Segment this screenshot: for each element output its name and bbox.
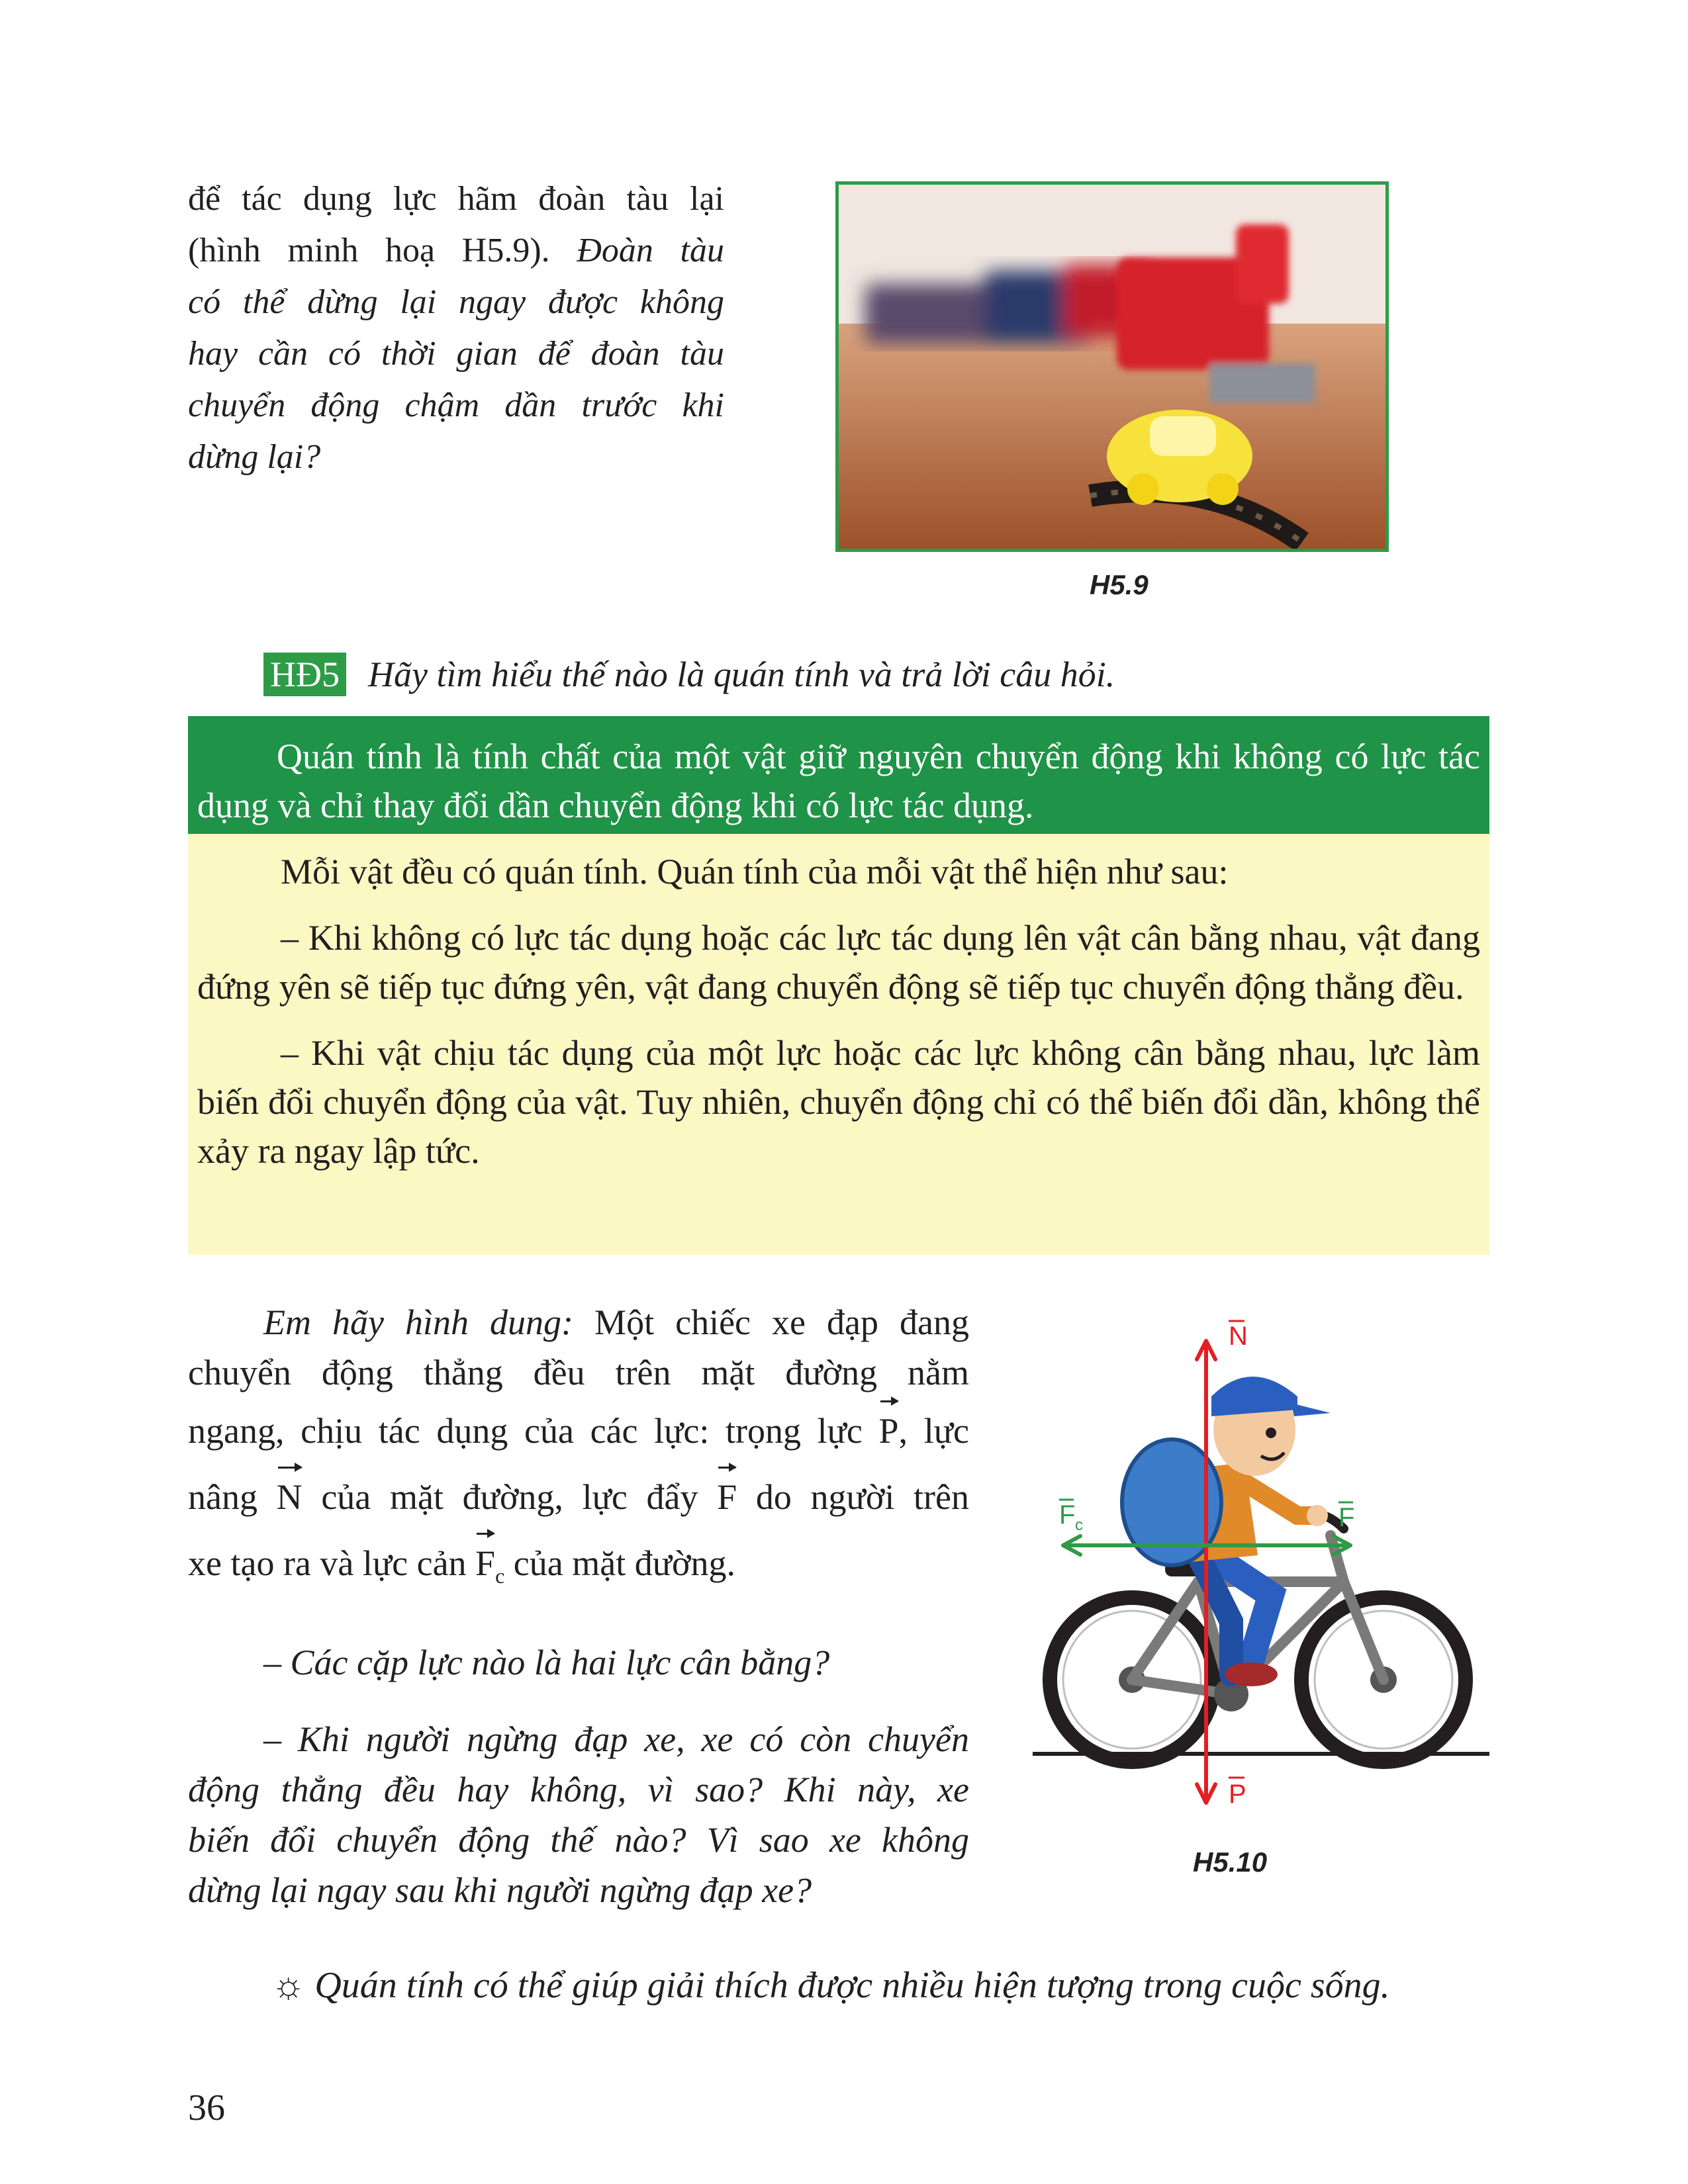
definition-box: [188, 716, 1489, 834]
note-intro: Mỗi vật đều có quán tính. Quán tính của mỗi vật thể hiện như sau:: [281, 852, 1229, 891]
question-2-line-1: – Khi người ngừng đạp xe, xe có còn chuyển: [263, 1719, 969, 1759]
intro-line-2: (hình minh hoạ H5.9). Đoàn tàu: [188, 232, 725, 269]
page-number: 36: [188, 2087, 225, 2128]
bicycle-rider-diagram: [1033, 1317, 1496, 1820]
intro-line-4: hay cần có thời gian để đoàn tàu: [188, 335, 724, 373]
intro-line-5: chuyển động chậm dần trước khi: [188, 387, 724, 424]
label-fc: F: [1059, 1500, 1076, 1529]
label-f: F: [1338, 1503, 1355, 1532]
summary-text: Quán tính có thể giúp giải thích được nhiều hiện tượng trong cuộc sống.: [314, 1965, 1390, 2006]
bicycle-force-diagram: [1033, 1317, 1496, 1820]
figure-caption-h5-10: H5.10: [1193, 1846, 1268, 1878]
toy-train-illustration: [839, 185, 1385, 549]
question-2-line-4: dừng lại ngay sau khi người ngừng đạp xe?: [188, 1870, 812, 1910]
question-2-line-2: động thẳng đều hay không, vì sao? Khi này, xe: [188, 1770, 969, 1809]
imagine-line-2: chuyển động thẳng đều trên mặt đường nằm: [188, 1353, 969, 1392]
activity-instruction: Hãy tìm hiểu thế nào là quán tính và trả lời câu hỏi.: [368, 655, 1115, 694]
intro-line-1: để tác dụng lực hãm đoàn tàu lại: [188, 180, 724, 218]
imagine-line-4: nâng N của mặt đường, lực đẩy F do người trên: [188, 1464, 969, 1530]
intro-paragraph: [188, 173, 724, 483]
activity-badge: HĐ5: [263, 653, 346, 696]
note-item-1: – Khi không có lực tác dụng hoặc các lực tác dụng lên vật cân bằng nhau, vật đang đứng yên sẽ tiếp tục đứng yên, vật đang chuyển động sẽ tiếp tục chuyển động thẳng đều.: [197, 918, 1480, 1007]
imagine-paragraph: [188, 1297, 969, 1609]
label-p: P: [1229, 1780, 1246, 1809]
imagine-line-1: Em hãy hình dung: Một chiếc xe đạp đang: [263, 1302, 970, 1342]
question-2-line-3: biến đổi chuyển động thế nào? Vì sao xe không: [188, 1820, 969, 1860]
question-1: – Các cặp lực nào là hai lực cân bằng?: [263, 1643, 830, 1682]
label-fc-subscript: c: [1075, 1516, 1083, 1534]
sun-icon: ☼: [271, 1965, 306, 2006]
definition-text: Quán tính là tính chất của một vật giữ nguyên chuyển động khi không có lực tác dụng và chỉ thay đổi dần chuyển động khi có lực tác dụng.: [197, 737, 1480, 825]
intro-line-3: có thể dừng lại ngay được không: [188, 283, 724, 321]
figure-caption-h5-9: H5.9: [1090, 569, 1149, 600]
note-item-2: – Khi vật chịu tác dụng của một lực hoặc các lực không cân bằng nhau, lực làm biến đổi chuyển động của vật. Tuy nhiên, chuyển động chỉ có thể biến đổi dần, không thể xảy ra ngay lập tức.: [197, 1033, 1480, 1171]
question-2: [188, 1714, 969, 1915]
toy-train-photo: [835, 181, 1389, 552]
note-box: [188, 834, 1489, 1255]
cap: [1211, 1377, 1297, 1416]
label-n: N: [1229, 1322, 1248, 1351]
summary-line: [271, 1959, 1390, 2012]
intro-line-6: dừng lại?: [188, 438, 321, 476]
imagine-line-3: ngang, chịu tác dụng của các lực: trọng lực P, lực: [188, 1398, 969, 1464]
imagine-line-5: xe tạo ra và lực cản $F_c$ của mặt đường.: [188, 1530, 969, 1609]
